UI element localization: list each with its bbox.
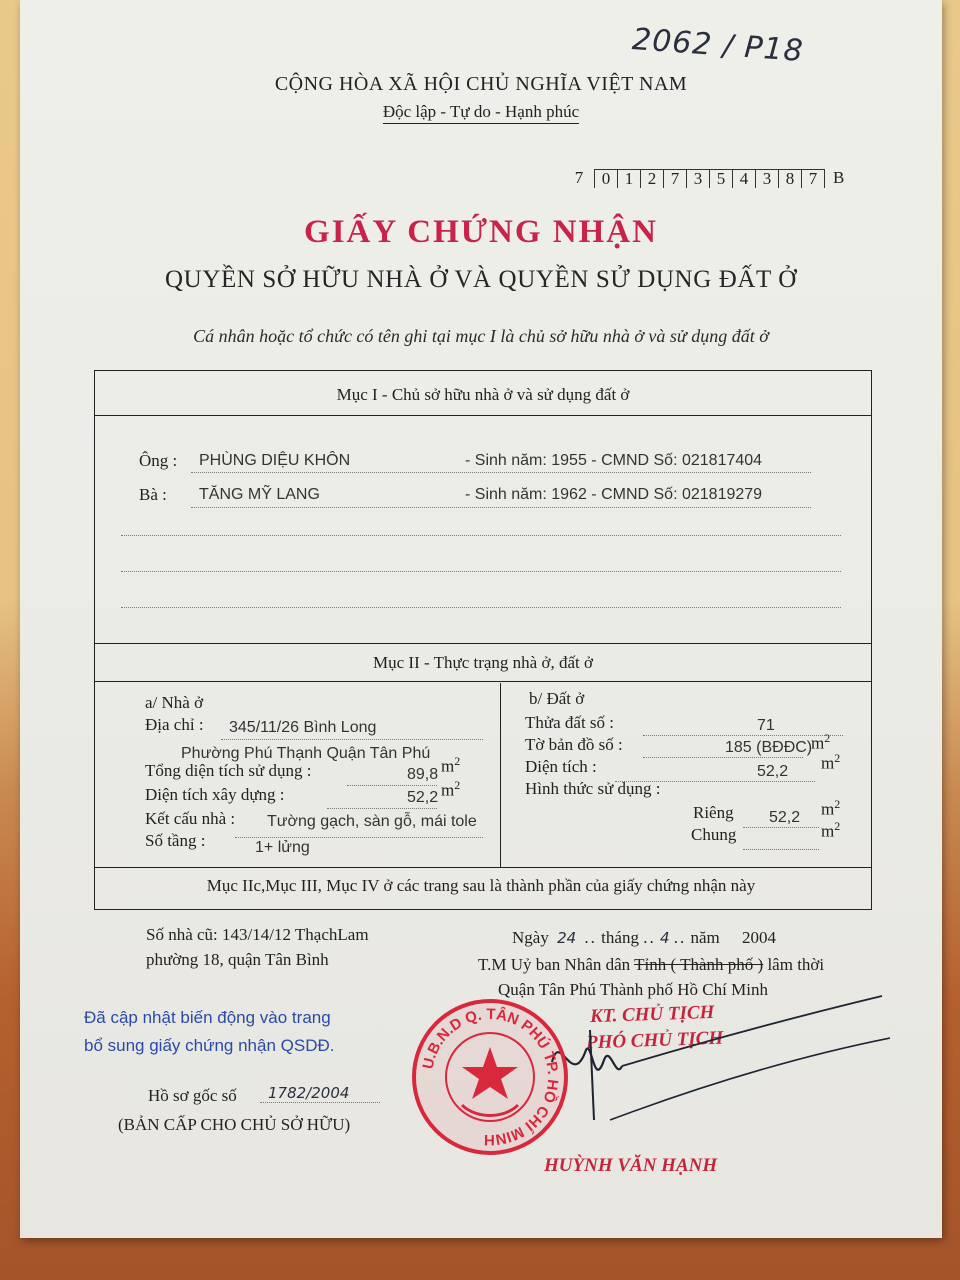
unit: m [441, 756, 455, 776]
dotted-line [643, 757, 803, 758]
unit-sup: 2 [834, 751, 841, 765]
floors-value: 1+ lửng [255, 839, 310, 856]
unit: m [821, 753, 835, 773]
column-divider [500, 683, 501, 867]
plot-value: 71 [757, 717, 775, 734]
serial-digit: 0 [595, 170, 618, 188]
dotted-line [235, 837, 483, 838]
address-line1: 345/11/26 Bình Long [229, 719, 377, 736]
address-label: Địa chỉ : [145, 715, 204, 734]
serial-digit-boxes [594, 169, 825, 188]
land-heading: b/ Đất ở [529, 689, 585, 708]
issue-date: Ngày 24 .. tháng .. 4 .. năm 2004 [512, 928, 777, 947]
dotted-line [121, 607, 841, 608]
table-footnote: Mục IIc,Mục III, Mục IV ở các trang sau là thành phần của giấy chứng nhận này [206, 876, 756, 895]
file-number-value: 1782/2004 [268, 1084, 350, 1102]
structure-value: Tường gạch, sàn gỗ, mái tole [267, 813, 477, 830]
unit: m [811, 733, 825, 753]
unit-sup: 2 [824, 731, 831, 745]
build-area-label: Diện tích xây dựng : [145, 785, 285, 804]
day-value: 24 [557, 929, 577, 947]
official-stamp [410, 995, 570, 1160]
update-note-line2: bổ sung giấy chứng nhận QSDĐ. [84, 1036, 335, 1055]
serial-number [568, 168, 844, 188]
structure-label: Kết cấu nhà : [145, 809, 236, 828]
stamp-seal [410, 995, 570, 1160]
address-line2: Phường Phú Thạnh Quận Tân Phú [181, 745, 431, 762]
dotted-line [191, 472, 811, 473]
unit-sup: 2 [454, 754, 461, 768]
private-label: Riêng [693, 803, 734, 822]
serial-digit: 5 [710, 170, 733, 188]
section1-heading: Mục I - Chủ sở hữu nhà ở và sử dụng đất ở [336, 385, 630, 404]
unit: m [821, 821, 835, 841]
private-unit [821, 797, 840, 820]
stamp-text: U.B.N.D Q. TÂN PHÚ TP. HỒ CHÍ MINH [419, 1005, 562, 1149]
total-area-label: Tổng diện tích sử dụng : [145, 761, 312, 780]
dotted-line [191, 507, 811, 508]
dotted-line [121, 535, 841, 536]
section2-heading: Mục II - Thực trạng nhà ở, đất ở [373, 653, 593, 672]
floors-label: Số tầng : [145, 831, 206, 850]
authority-suffix: lâm thời [767, 955, 825, 974]
year-value: 2004 [742, 928, 777, 947]
serial-digit: 2 [641, 170, 664, 188]
land-area-label: Diện tích : [525, 757, 597, 776]
handwritten-reference: 2062 / P18 [630, 22, 805, 69]
certificate-title: GIẤY CHỨNG NHẬN [304, 214, 658, 250]
serial-suffix: B [833, 168, 845, 187]
dotted-line [743, 849, 819, 850]
signer-name: HUỲNH VĂN HẠNH [544, 1155, 718, 1176]
divider [95, 415, 871, 416]
dotted-line [121, 571, 841, 572]
authority-line2: Quận Tân Phú Thành phố Hồ Chí Minh [498, 980, 768, 999]
signature-role1: KT. CHỦ TỊCH [589, 1001, 715, 1028]
unit: m [821, 799, 835, 819]
owner1-info: - Sinh năm: 1955 - CMND Số: 021817404 [465, 452, 763, 469]
serial-digit: 3 [687, 170, 710, 188]
unit-sup: 2 [834, 797, 841, 811]
motto-text: Độc lập - Tự do - Hạnh phúc [383, 102, 579, 124]
serial-digit: 1 [618, 170, 641, 188]
shared-unit [821, 819, 840, 842]
house-heading: a/ Nhà ở [145, 693, 204, 712]
build-area-unit [441, 778, 460, 801]
unit-sup: 2 [834, 819, 841, 833]
serial-digit: 3 [756, 170, 779, 188]
total-area-value: 89,8 [407, 766, 439, 783]
dotted-line [347, 785, 437, 786]
month-value: 4 [659, 929, 670, 947]
owner2-salutation: Bà : [139, 485, 167, 504]
authority-prefix: T.M Uỷ ban Nhân dân [478, 955, 631, 974]
serial-digit: 7 [664, 170, 687, 188]
usage-label: Hình thức sử dụng : [525, 779, 661, 798]
national-motto [20, 102, 942, 122]
serial-digit: 8 [779, 170, 802, 188]
dotted-line [327, 808, 437, 809]
serial-digit: 7 [802, 170, 825, 188]
old-address-line1: Số nhà cũ: 143/14/12 ThạchLam [146, 925, 369, 944]
month-label: tháng [601, 928, 639, 947]
unit-sup: 2 [454, 778, 461, 792]
serial-prefix: 7 [574, 168, 584, 187]
land-area-value: 52,2 [757, 763, 789, 780]
year-label: năm [690, 928, 720, 947]
serial-digit: 4 [733, 170, 756, 188]
copy-note: (BẢN CẤP CHO CHỦ SỞ HỮU) [118, 1115, 351, 1134]
divider [95, 867, 871, 868]
update-note-line1: Đã cập nhật biến động vào trang [84, 1008, 331, 1027]
certificate-subtitle: QUYỀN SỞ HỮU NHÀ Ở VÀ QUYỀN SỬ DỤNG ĐẤT Ở [165, 266, 797, 293]
total-area-unit [441, 754, 460, 777]
map-label: Tờ bản đồ số : [525, 735, 623, 754]
signature-role2: PHÓ CHỦ TỊCH [585, 1027, 724, 1054]
map-value: 185 (BĐĐC) [725, 739, 813, 756]
divider [95, 681, 871, 682]
old-address-line2: phường 18, quận Tân Bình [146, 950, 329, 969]
plot-label: Thửa đất số : [525, 713, 615, 732]
land-area-unit [821, 751, 840, 774]
private-value: 52,2 [769, 809, 801, 826]
day-label: Ngày [512, 928, 549, 947]
unit: m [441, 780, 455, 800]
shared-label: Chung [691, 825, 737, 844]
owner1-name: PHÙNG DIỆU KHÔN [199, 452, 351, 469]
owner2-name: TĂNG MỸ LANG [199, 486, 320, 503]
info-table [94, 370, 872, 910]
divider [95, 643, 871, 644]
build-area-value: 52,2 [407, 789, 439, 806]
dotted-line [743, 827, 819, 828]
owner1-salutation: Ông : [139, 451, 178, 470]
certificate-intro: Cá nhân hoặc tổ chức có tên ghi tại mục I là chủ sở hữu nhà ở và sử dụng đất ở [193, 326, 769, 346]
certificate-page [20, 0, 942, 1238]
authority-struck: Tỉnh ( Thành phố ) [634, 955, 764, 974]
republic-header: CỘNG HÒA XÃ HỘI CHỦ NGHĨA VIỆT NAM [274, 73, 688, 95]
file-number-label: Hồ sơ gốc số [148, 1086, 237, 1105]
owner2-info: - Sinh năm: 1962 - CMND Số: 021819279 [465, 486, 763, 503]
dotted-line [260, 1102, 380, 1103]
dotted-line [221, 739, 483, 740]
